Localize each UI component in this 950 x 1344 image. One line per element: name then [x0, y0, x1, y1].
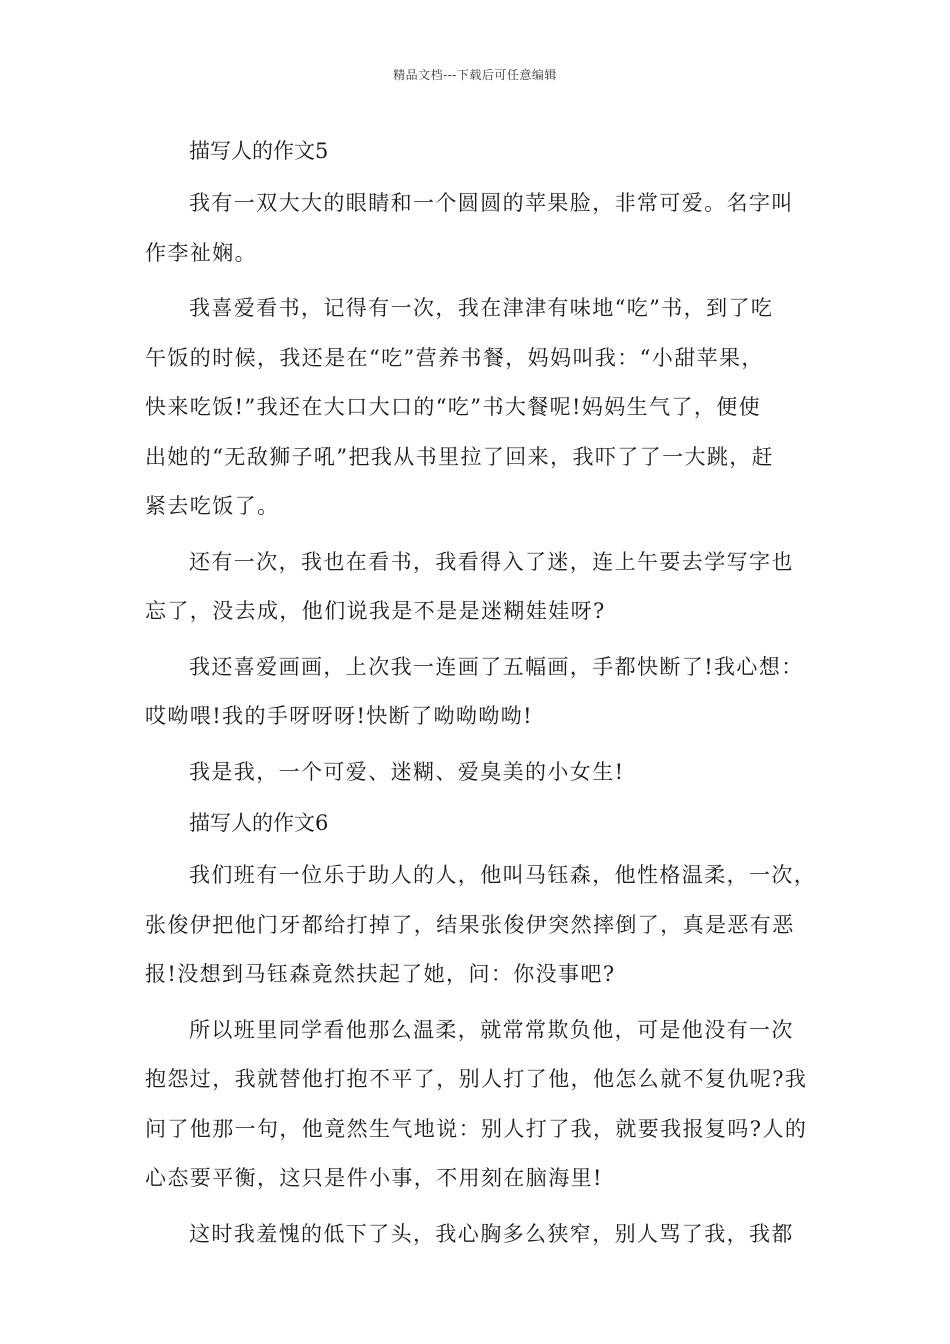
paragraph	[145, 851, 817, 1000]
text-line: 这时我羞愧的低下了头，我心胸多么狭窄，别人骂了我，我都	[189, 1221, 794, 1246]
page-header: 精品文档---下载后可任意编辑	[393, 68, 557, 82]
essay-section	[145, 131, 807, 797]
text-line: 作李祉娴。	[145, 240, 257, 265]
text-line: 我们班有一位乐于助人的人，他叫马钰森，他性格温柔，一次，	[189, 863, 817, 887]
text-line: 出她的“无敌狮子吼”把我从书里拉了回来，我吓了了一大跳，赶	[145, 444, 775, 469]
paragraph	[145, 284, 807, 532]
text-line: 问了他那一句，他竟然生气地说：别人打了我，就要我报复吗?人的	[145, 1116, 808, 1141]
paragraph	[145, 538, 807, 637]
text-line: 报!没想到马钰森竟然扶起了她，问：你没事吧?	[145, 962, 616, 986]
paragraph	[145, 1006, 807, 1204]
text-line: 午饭的时候，我还是在“吃”营养书餐，妈妈叫我：“小甜苹果，	[145, 345, 764, 370]
essay-section	[145, 803, 817, 1259]
text-line: 我还喜爱画画，上次我一连画了五幅画，手都快断了!我心想：	[189, 654, 804, 679]
text-line: 忘了，没去成，他们说我是不是是迷糊娃娃呀?	[145, 599, 606, 623]
text-line: 所以班里同学看他那么温柔，就常常欺负他，可是他没有一次	[189, 1017, 794, 1042]
paragraph	[145, 748, 807, 798]
text-line: 抱怨过，我就替他打抱不平了，别人打了他，他怎么就不复仇呢?我	[145, 1067, 808, 1091]
paragraph	[145, 643, 807, 742]
paragraph	[145, 179, 807, 278]
text-line: 我有一双大大的眼睛和一个圆圆的苹果脸，非常可爱。名字叫	[189, 191, 794, 215]
text-line: 张俊伊把他门牙都给打掉了，结果张俊伊突然摔倒了，真是恶有恶	[145, 912, 795, 937]
paragraph	[145, 1210, 807, 1260]
text-line: 心态要平衡，这只是件小事，不用刻在脑海里!	[145, 1166, 603, 1190]
document-body	[145, 131, 817, 1265]
text-line: 我是我，一个可爱、迷糊、爱臭美的小女生!	[189, 759, 625, 784]
essay-title: 描写人的作文5	[189, 139, 329, 163]
essay-title: 描写人的作文6	[189, 811, 329, 835]
text-line: 还有一次，我也在看书，我看得入了迷，连上午要去学写字也	[189, 549, 794, 574]
text-line: 我喜爱看书，记得有一次，我在津津有味地“吃”书，到了吃	[189, 296, 774, 320]
text-line: 快来吃饭!”我还在大口大口的“吃”书大餐呢!妈妈生气了，便使	[145, 395, 762, 419]
text-line: 紧去吃饭了。	[145, 494, 280, 518]
text-line: 哎呦喂!我的手呀呀呀!快断了呦呦呦呦!	[145, 704, 533, 728]
